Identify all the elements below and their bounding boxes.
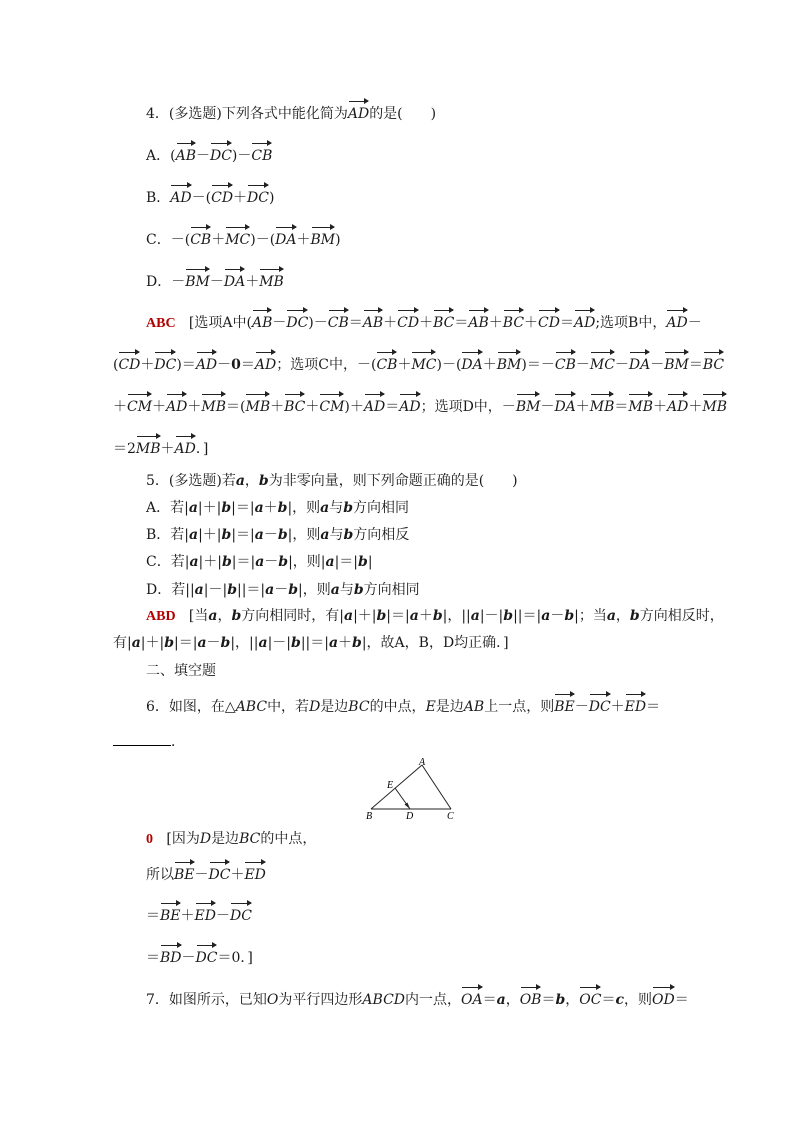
side-ab (371, 765, 422, 809)
answer-blank (113, 731, 171, 746)
arrow-head-ed (405, 803, 411, 810)
q4-option-d: D．－BM－DA＋MB (146, 274, 284, 290)
q6-solution-line4: ＝BD－DC＝0．] (146, 950, 253, 966)
q5-stem: 5．(多选题)若a，b为非零向量，则下列命题正确的是( ) (146, 473, 518, 489)
q4-option-a: A．(AB－DC)－CB (146, 148, 273, 164)
q4-solution-line4: ＝2MB＋AD．] (113, 441, 209, 457)
q7-stem: 7．如图所示，已知O为平行四边形ABCD内一点，OA＝a，OB＝b，OC＝c，则OD＝ (146, 992, 689, 1008)
q4-stem: 4．(多选题)下列各式中能化简为AD的是( ) (146, 106, 437, 122)
q6-answer-tag: 0 (146, 832, 153, 847)
q4-solution-line3: ＋CM＋AD＋MB＝(MB＋BC＋CM)＋AD＝AD；选项D中，－BM－DA＋MB＝MB＋AD＋MB (113, 399, 727, 415)
q5-solution-line2: 有|a|＋|b|＝|a－b|，||a|－|b||＝|a＋b|，故A，B，D均正确．] (113, 635, 509, 651)
q4-answer-tag: ABC (146, 316, 176, 331)
label-d: D (406, 811, 414, 822)
q4-solution-line2: (CD＋DC)＝AD－0＝AD；选项C中，－(CB＋MC)－(DA＋BM)＝－CB－MC－DA－BM＝BC (113, 357, 725, 373)
q4-solution-line1: ABC [选项A中(AB－DC)－CB＝AB＋CD＋BC＝AB＋BC＋CD＝AD;选项B中，AD－ (146, 315, 702, 331)
q6-blank: ． (113, 731, 185, 752)
q5-option-c: C．若|a|＋|b|＝|a－b|，则|a|＝|b| (146, 554, 373, 570)
section-heading-fill-blank: 二、填空题 (146, 663, 216, 679)
q4-option-b: B．AD－(CD＋DC) (146, 190, 275, 206)
label-e: E (387, 780, 394, 791)
label-b: B (366, 811, 373, 822)
label-c: C (447, 811, 454, 822)
q6-stem: 6．如图，在△ABC中，若D是边BC的中点，E是边AB上一点，则BE－DC＋ED＝ (146, 699, 661, 715)
q6-solution-line2: 所以BE－DC＋ED (146, 867, 266, 883)
q5-option-d: D．若||a|－|b||＝|a－b|，则a与b方向相同 (146, 582, 420, 598)
q5-solution-line1: ABD [当a，b方向相同时，有|a|＋|b|＝|a＋b|，||a|－|b||＝|a－b|；当a，b方向相反时， (146, 608, 724, 624)
q5-option-b: B．若|a|＋|b|＝|a－b|，则a与b方向相反 (146, 527, 410, 543)
q5-answer-tag: ABD (146, 609, 176, 624)
q5-option-a: A．若|a|＋|b|＝|a＋b|，则a与b方向相同 (146, 500, 410, 516)
q4-option-c: C．－(CB＋MC)－(DA＋BM) (146, 232, 341, 248)
q6-solution-line3: ＝BE＋ED－DC (146, 908, 252, 924)
side-ac (422, 765, 451, 809)
triangle-figure (362, 757, 462, 823)
q6-solution-line1: 0 [因为D是边BC的中点， (146, 831, 317, 847)
label-a: A (419, 757, 426, 768)
